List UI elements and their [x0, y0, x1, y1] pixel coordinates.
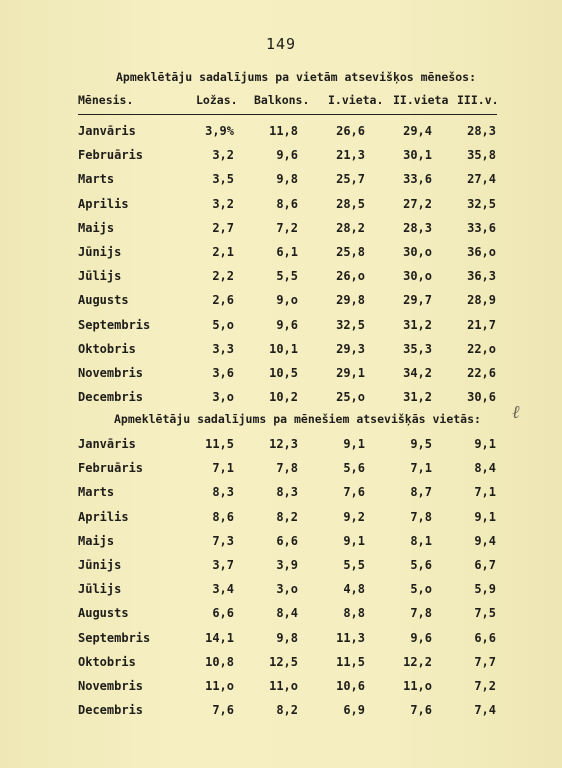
value-cell: 29,7 [403, 293, 432, 308]
value-cell: 6,6 [212, 606, 234, 621]
value-cell: 11,o [269, 679, 298, 693]
value-cell: 28,9 [467, 293, 496, 308]
value-cell: 8,4 [276, 606, 298, 621]
table-row [0, 534, 562, 552]
value-cell: 9,5 [410, 437, 432, 451]
table2-title: Apmeklētāju sadalījums pa mēnešiem atsevišķās vietās: [114, 412, 481, 426]
month-cell: Novembris [78, 679, 144, 693]
value-cell: 25,8 [336, 245, 365, 259]
month-cell: Maijs [78, 220, 115, 235]
value-cell: 36,o [467, 245, 496, 259]
value-cell: 7,8 [410, 606, 432, 621]
table-row [0, 390, 562, 408]
value-cell: 7,8 [276, 461, 298, 476]
table-row [0, 245, 562, 263]
value-cell: 9,8 [276, 172, 298, 187]
value-cell: 26,6 [336, 124, 365, 138]
month-cell: Aprilis [78, 509, 129, 524]
value-cell: 28,2 [336, 220, 365, 235]
value-cell: 25,7 [336, 172, 365, 187]
value-cell: 7,4 [474, 703, 496, 718]
table-row [0, 318, 562, 336]
month-cell: Jūnijs [78, 558, 122, 572]
header-balkons: Balkons. [254, 93, 310, 107]
value-cell: 3,o [276, 582, 298, 597]
value-cell: 29,8 [336, 293, 365, 308]
value-cell: 7,6 [212, 703, 234, 718]
value-cell: 8,6 [212, 509, 234, 524]
value-cell: 6,7 [474, 558, 496, 572]
value-cell: 27,4 [467, 172, 496, 187]
month-cell: Oktobris [78, 341, 136, 356]
value-cell: 8,3 [276, 485, 298, 500]
value-cell: 26,o [336, 269, 365, 284]
value-cell: 3,9 [276, 558, 298, 572]
value-cell: 30,1 [403, 148, 432, 163]
value-cell: 8,1 [410, 533, 432, 548]
month-cell: Jūnijs [78, 245, 122, 259]
month-cell: Februāris [78, 148, 144, 163]
value-cell: 3,6 [212, 366, 234, 380]
value-cell: 29,4 [403, 124, 432, 138]
header-vieta-1: I.vieta. [328, 93, 384, 107]
value-cell: 11,8 [269, 124, 298, 138]
table-row [0, 293, 562, 311]
value-cell: 9,6 [410, 630, 432, 645]
month-cell: Jūlijs [78, 269, 122, 284]
value-cell: 31,2 [403, 390, 432, 405]
table-row [0, 631, 562, 649]
value-cell: 33,6 [403, 172, 432, 187]
table-row [0, 148, 562, 166]
value-cell: 3,2 [212, 196, 234, 211]
month-cell: Aprilis [78, 196, 129, 211]
month-cell: Septembris [78, 630, 151, 645]
value-cell: 6,6 [474, 630, 496, 645]
value-cell: 10,1 [269, 341, 298, 356]
value-cell: 34,2 [403, 366, 432, 380]
value-cell: 30,o [403, 245, 432, 259]
table-row [0, 655, 562, 673]
value-cell: 5,o [212, 317, 234, 332]
value-cell: 30,o [403, 269, 432, 284]
value-cell: 7,6 [343, 485, 365, 500]
value-cell: 7,2 [474, 679, 496, 693]
value-cell: 7,6 [410, 703, 432, 718]
value-cell: 4,8 [343, 582, 365, 597]
table-row [0, 558, 562, 576]
month-cell: Augusts [78, 293, 129, 308]
value-cell: 9,1 [474, 437, 496, 451]
table-row [0, 342, 562, 360]
value-cell: 9,o [276, 293, 298, 308]
value-cell: 11,o [403, 679, 432, 693]
value-cell: 11,o [205, 679, 234, 693]
month-cell: Novembris [78, 366, 144, 380]
value-cell: 8,2 [276, 703, 298, 718]
value-cell: 12,5 [269, 654, 298, 669]
value-cell: 35,3 [403, 341, 432, 356]
month-cell: Februāris [78, 461, 144, 476]
header-rule [78, 114, 497, 115]
margin-pencil-mark: ℓ [512, 402, 520, 423]
value-cell: 7,8 [410, 509, 432, 524]
table-row [0, 582, 562, 600]
value-cell: 3,7 [212, 558, 234, 572]
month-cell: Augusts [78, 606, 129, 621]
value-cell: 2,1 [212, 245, 234, 259]
value-cell: 3,5 [212, 172, 234, 187]
table-row [0, 679, 562, 697]
value-cell: 28,3 [403, 220, 432, 235]
table-row [0, 510, 562, 528]
value-cell: 11,5 [205, 437, 234, 451]
value-cell: 22,6 [467, 366, 496, 380]
month-cell: Septembris [78, 317, 151, 332]
value-cell: 5,5 [343, 558, 365, 572]
table-row [0, 606, 562, 624]
value-cell: 28,3 [467, 124, 496, 138]
value-cell: 5,6 [343, 461, 365, 476]
value-cell: 12,3 [269, 437, 298, 451]
value-cell: 21,3 [336, 148, 365, 163]
value-cell: 5,6 [410, 558, 432, 572]
value-cell: 27,2 [403, 196, 432, 211]
table-row [0, 366, 562, 384]
value-cell: 7,1 [474, 485, 496, 500]
value-cell: 7,2 [276, 220, 298, 235]
value-cell: 32,5 [467, 196, 496, 211]
value-cell: 25,o [336, 390, 365, 405]
month-cell: Marts [78, 485, 115, 500]
value-cell: 9,6 [276, 148, 298, 163]
value-cell: 8,8 [343, 606, 365, 621]
value-cell: 3,4 [212, 582, 234, 597]
value-cell: 7,3 [212, 533, 234, 548]
value-cell: 9,1 [474, 509, 496, 524]
header-lozas: Ložas. [196, 93, 238, 107]
table-row [0, 461, 562, 479]
value-cell: 7,7 [474, 654, 496, 669]
value-cell: 29,1 [336, 366, 365, 380]
value-cell: 3,3 [212, 341, 234, 356]
table-row [0, 269, 562, 287]
value-cell: 36,3 [467, 269, 496, 284]
value-cell: 2,2 [212, 269, 234, 284]
value-cell: 8,6 [276, 196, 298, 211]
value-cell: 12,2 [403, 654, 432, 669]
value-cell: 5,5 [276, 269, 298, 284]
value-cell: 6,6 [276, 533, 298, 548]
header-vieta-2: II.vieta [393, 93, 449, 107]
value-cell: 5,9 [474, 582, 496, 597]
value-cell: 7,1 [410, 461, 432, 476]
month-cell: Oktobris [78, 654, 136, 669]
page-number: 149 [265, 35, 297, 53]
value-cell: 5,o [410, 582, 432, 597]
value-cell: 8,4 [474, 461, 496, 476]
month-cell: Decembris [78, 390, 144, 405]
month-cell: Jūlijs [78, 582, 122, 597]
value-cell: 35,8 [467, 148, 496, 163]
value-cell: 2,7 [212, 220, 234, 235]
value-cell: 11,3 [336, 630, 365, 645]
value-cell: 29,3 [336, 341, 365, 356]
month-cell: Marts [78, 172, 115, 187]
value-cell: 10,2 [269, 390, 298, 405]
table-row [0, 703, 562, 721]
value-cell: 8,2 [276, 509, 298, 524]
value-cell: 21,7 [467, 317, 496, 332]
value-cell: 14,1 [205, 630, 234, 645]
table-row [0, 437, 562, 455]
value-cell: 6,9 [343, 703, 365, 718]
value-cell: 28,5 [336, 196, 365, 211]
month-cell: Maijs [78, 533, 115, 548]
header-month: Mēnesis. [78, 93, 134, 107]
table1-header [78, 93, 498, 109]
value-cell: 9,1 [343, 533, 365, 548]
month-cell: Janvāris [78, 437, 136, 451]
value-cell: 33,6 [467, 220, 496, 235]
value-cell: 9,4 [474, 533, 496, 548]
value-cell: 10,5 [269, 366, 298, 380]
value-cell: 32,5 [336, 317, 365, 332]
value-cell: 7,1 [212, 461, 234, 476]
header-vieta-3: III.v. [457, 93, 499, 107]
value-cell: 3,o [212, 390, 234, 405]
table-row [0, 172, 562, 190]
table-row [0, 485, 562, 503]
value-cell: 22,o [467, 341, 496, 356]
table-row [0, 124, 562, 142]
value-cell: 9,1 [343, 437, 365, 451]
value-cell: 9,2 [343, 509, 365, 524]
value-cell: 9,8 [276, 630, 298, 645]
month-cell: Janvāris [78, 124, 136, 138]
value-cell: 6,1 [276, 245, 298, 259]
value-cell: 10,8 [205, 654, 234, 669]
value-cell: 10,6 [336, 679, 365, 693]
value-cell: 3,9% [205, 124, 234, 138]
value-cell: 8,3 [212, 485, 234, 500]
value-cell: 11,5 [336, 654, 365, 669]
table1-title: Apmeklētāju sadalījums pa vietām atsevišķos mēnešos: [116, 70, 477, 84]
value-cell: 30,6 [467, 390, 496, 405]
table-row [0, 221, 562, 239]
value-cell: 3,2 [212, 148, 234, 163]
value-cell: 7,5 [474, 606, 496, 621]
value-cell: 9,6 [276, 317, 298, 332]
month-cell: Decembris [78, 703, 144, 718]
table-row [0, 197, 562, 215]
value-cell: 31,2 [403, 317, 432, 332]
value-cell: 2,6 [212, 293, 234, 308]
value-cell: 8,7 [410, 485, 432, 500]
